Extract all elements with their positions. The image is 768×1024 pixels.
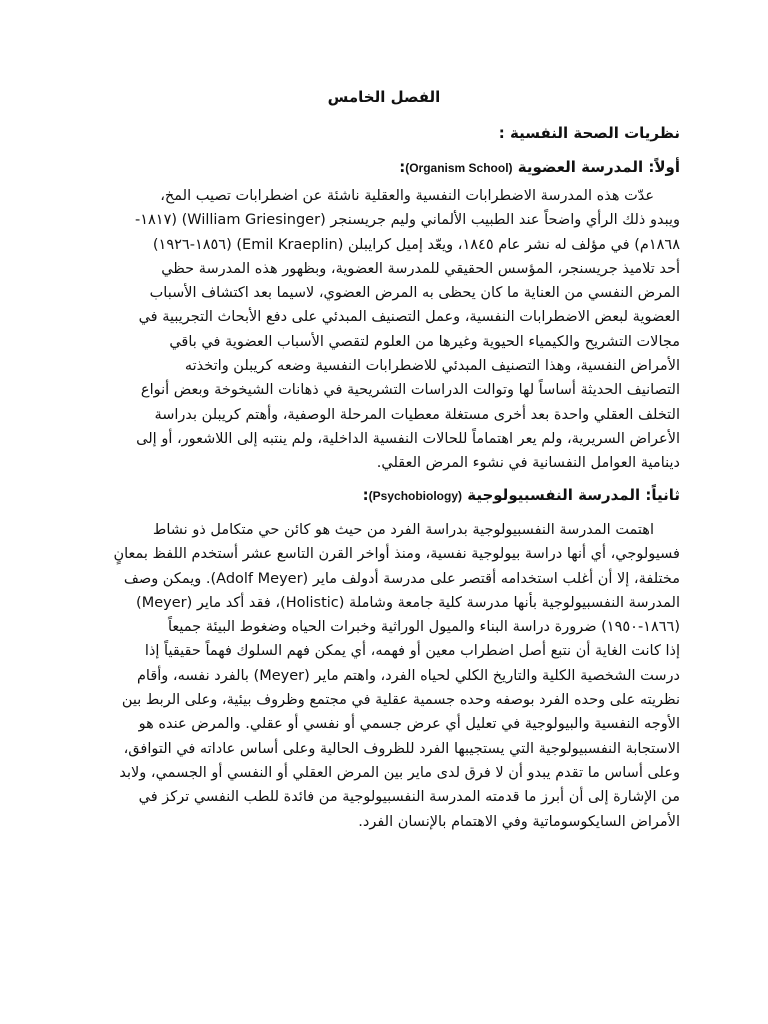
main-heading: نظريات الصحة النفسية : xyxy=(498,124,680,142)
paragraph-line: الأمراض السايكوسوماتية وفي الاهتمام بالإنسان الفرد. xyxy=(358,813,680,830)
paragraph-line: المرض النفسي من العناية ما كان يحظى به المرض العضوي، لاسيما بعد اكتشاف الأسباب xyxy=(149,285,680,302)
paragraph-line: اهتمت المدرسة النفسبيولوجية بدراسة الفرد من حيث هو كائن حي متكامل ذو نشاط xyxy=(152,522,654,538)
paragraph-line: دينامية العوامل النفسانية في نشوء المرض العقلي. xyxy=(376,455,680,472)
paragraph-line: من الإشارة إلى أن أبرز ما قدمته المدرسة النفسبيولوجية من فائدة للطب النفسي تركز في xyxy=(138,789,680,806)
section-2-heading-text: ثانياً: المدرسة النفسبيولوجية xyxy=(467,486,680,504)
paragraph-line: (١٨٦٦-١٩٥٠) ضرورة دراسة البناء والميول الوراثية وخبرات الحياه وضغوط البيئة جميعاً xyxy=(167,619,680,636)
paragraph-line: العضوية لبعض الاضطرابات النفسية، وعمل التصنيف المبدئي على دفع الأبحاث التجريبية في xyxy=(138,309,680,326)
paragraph-line: فسيولوجي، أي أنها دراسة بيولوجية نفسية، ومنذ أواخر القرن التاسع عشر أستخدم اللفظ بمعانٍ xyxy=(113,546,680,563)
paragraph-line: وعلى أساس ما تقدم يبدو أن لا فرق لدى ماير بين المرض العقلي أو النفسي أو الجسمي، ولابد xyxy=(119,764,680,781)
section-1-heading-text: أولاً: المدرسة العضوية xyxy=(517,158,680,176)
paragraph-line: درست الشخصية الكلية والتاريخ الكلي لحياه الفرد، واهتم ماير (Meyer) بالفرد نفسه، وأقام xyxy=(136,667,680,684)
paragraph-line: الأوجه النفسية والبيولوجية في تعليل أي عرض جسمي أو نفسي أو عقلي. والمرض عنده هو xyxy=(138,716,680,733)
section-2-paragraph xyxy=(86,518,680,834)
paragraph-line: مختلفة، إلا أن أغلب استخدامه أقتصر على مدرسة أدولف ماير (Adolf Meyer). ويمكن وصف xyxy=(123,570,680,587)
chapter-title: الفصل الخامس xyxy=(327,88,441,106)
paragraph-line: إذا كانت الغاية أن نتبع أصل اضطراب معين أو فهمه، أي يمكن فهم السلوك فهماً حقيقياً إذا xyxy=(144,643,680,660)
paragraph-line: ١٨٦٨م) في مؤلف له نشر عام ١٨٤٥، ويعّد إميل كرايبلن (Emil Kraeplin) (١٨٥٦-١٩٢٦) xyxy=(152,236,680,253)
paragraph-line: أحد تلاميذ جريسنجر، المؤسس الحقيقي للمدرسة العضوية، وبظهور هذه المدرسة حظي xyxy=(161,260,680,277)
paragraph-line: نظريته على وحده الفرد بوصفه وحده جسمية عقلية في مجتمع وظروف بيئية، وعلى الربط بين xyxy=(121,692,680,709)
paragraph-line: الأعراض السريرية، ولم يعر اهتماماً للحالات النفسية الداخلية، ولم ينتبه إلى اللاشعور، أو إلى xyxy=(136,430,680,447)
paragraph-line: مجالات التشريح والكيمياء الحيوية وغيرها من العلوم لتقصي الأسباب العضوية في باقي xyxy=(169,333,680,350)
paragraph-line: الاستجابة النفسبيولوجية التي يستجيبها الفرد للظروف الحالية وعلى أساس عاداته في التوافق، xyxy=(123,740,680,757)
section-1-heading xyxy=(399,158,680,176)
paragraph-line: التصانيف الحديثة أساساً لها وتوالت الدراسات التشريحية في ذهانات الشيخوخة وبعض أنواع xyxy=(140,382,680,399)
paragraph-line: ويبدو ذلك الرأي واضحاً عند الطبيب الألماني وليم جريسنجر (William Griesinger) (١٨١٧- xyxy=(134,212,680,229)
section-1-heading-latin: (Organism School) xyxy=(405,161,513,175)
section-2-heading xyxy=(363,486,680,504)
section-1-paragraph xyxy=(86,184,680,476)
section-1-heading-suffix: : xyxy=(399,158,406,176)
section-2-heading-suffix: : xyxy=(362,486,369,504)
paragraph-line: الأمراض النفسية، وهذا التصنيف المبدئي للاضطرابات النفسية وضعه كريبلن واتخذته xyxy=(184,358,680,375)
paragraph-line: المدرسة النفسبيولوجية بأنها مدرسة كلية جامعة وشاملة (Holistic)، فقد أكد ماير (Meyer) xyxy=(136,594,680,611)
paragraph-line: عدّت هذه المدرسة الاضطرابات النفسية والعقلية ناشئة عن اضطرابات تصيب المخ، xyxy=(160,188,654,204)
section-2-heading-latin: (Psychobiology) xyxy=(368,489,463,503)
paragraph-line: التخلف العقلي واحدة بعد أخرى مستغلة معطيات المرحلة الوصفية، وأهتم كريبلن بدراسة xyxy=(154,406,680,423)
